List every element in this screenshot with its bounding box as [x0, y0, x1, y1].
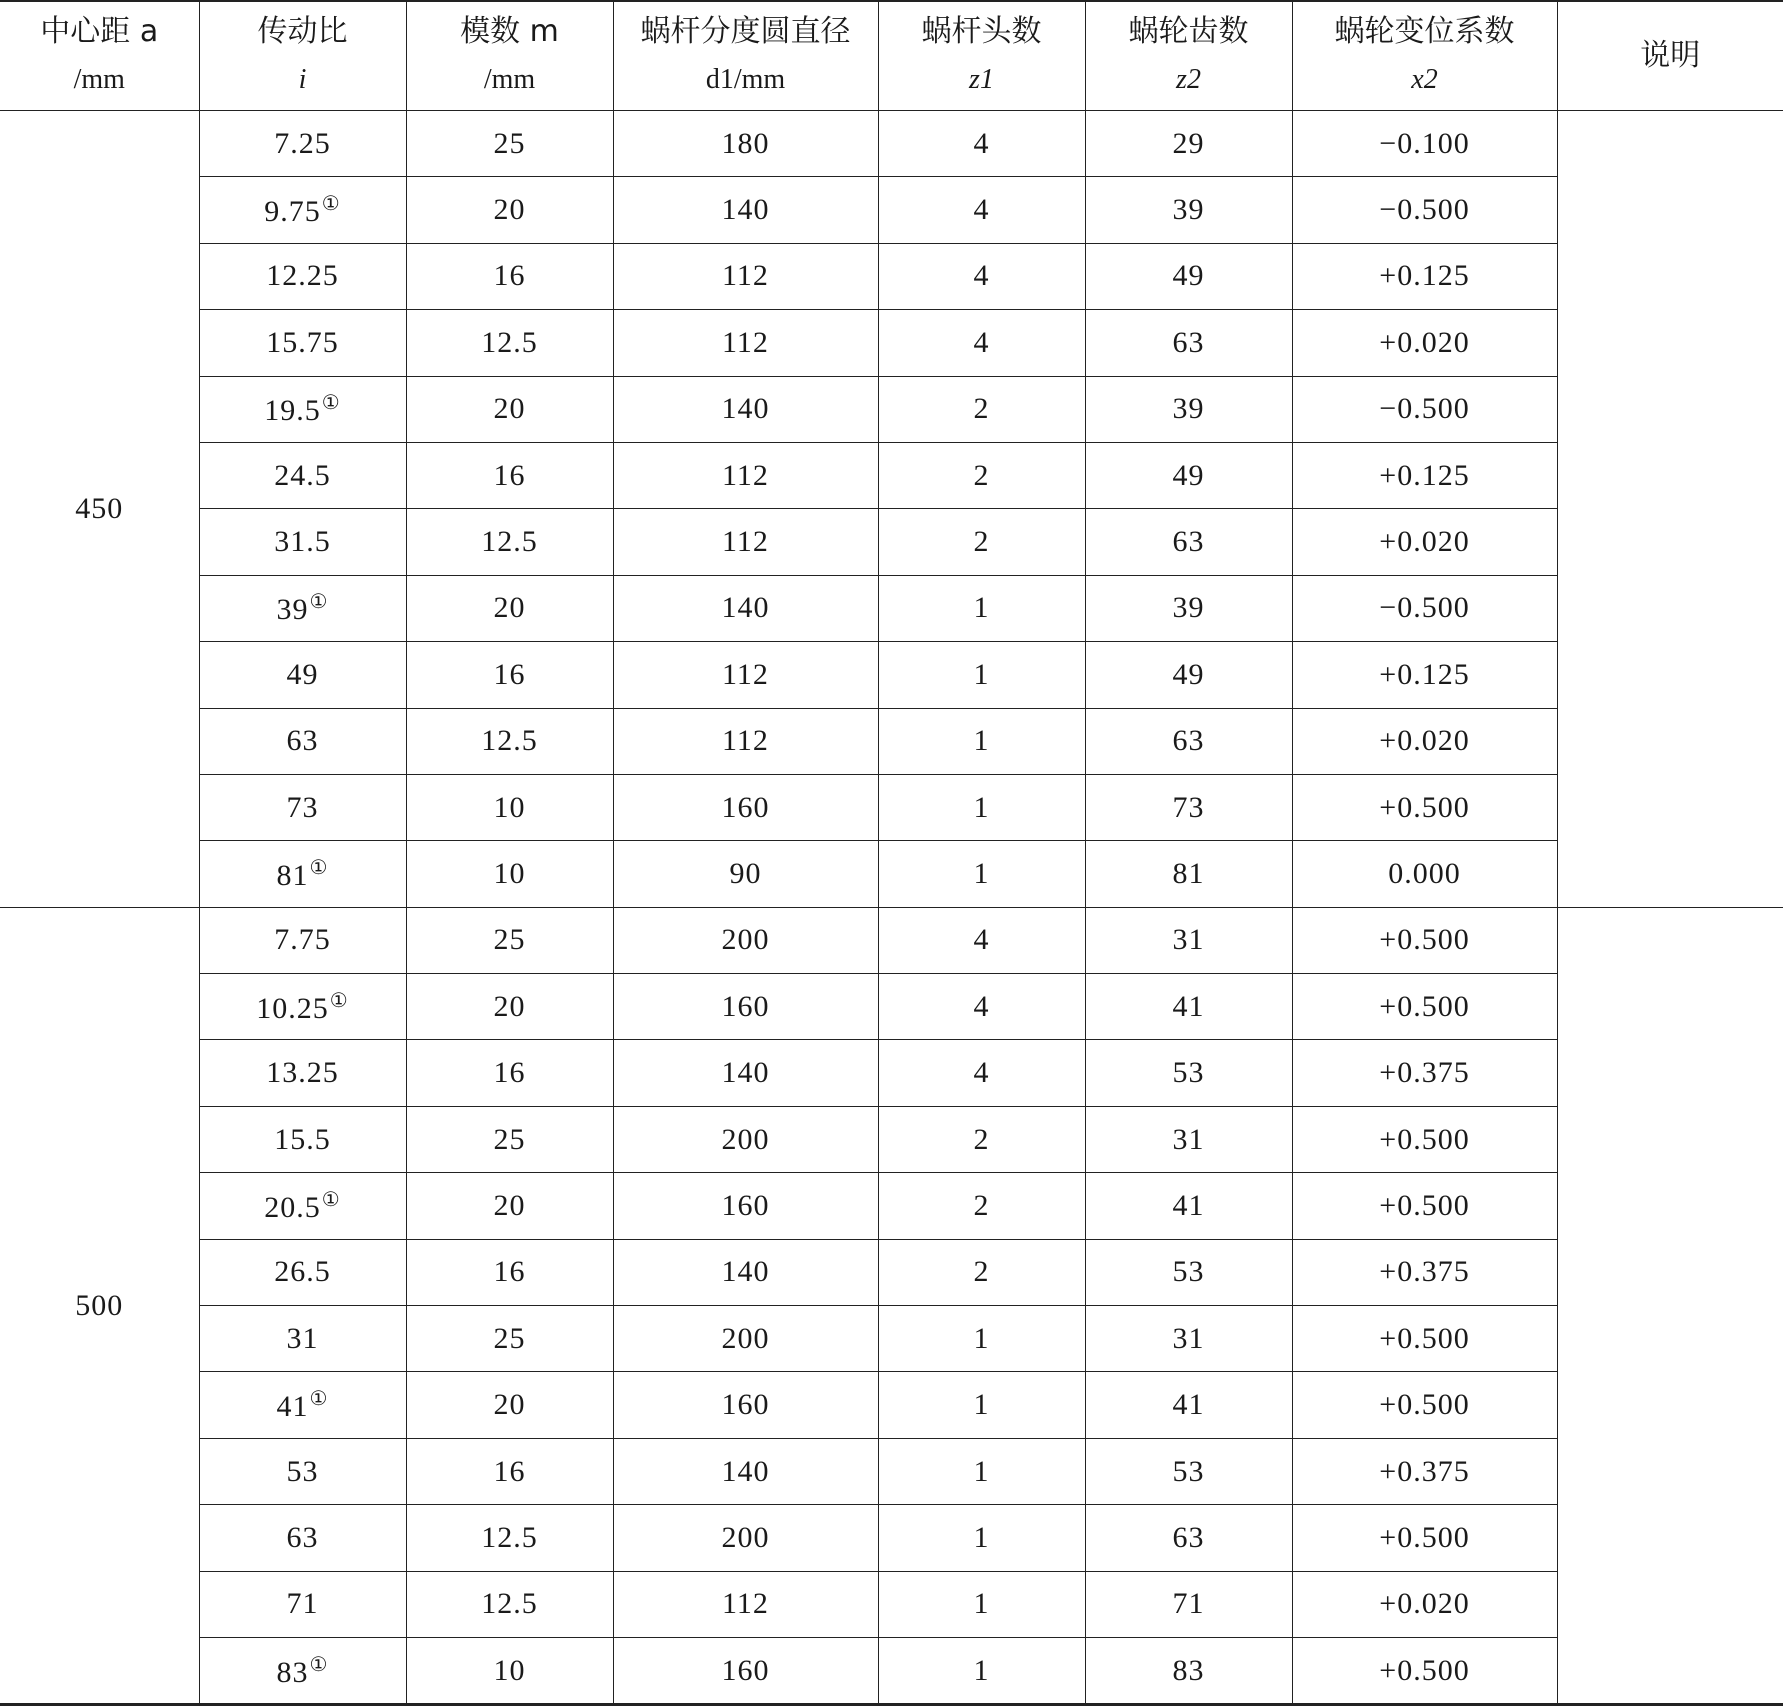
worm-diameter-cell: 140: [613, 177, 878, 243]
module-cell: 20: [406, 376, 613, 442]
module-cell: 16: [406, 1040, 613, 1106]
worm-diameter-cell: 140: [613, 1438, 878, 1504]
ratio-value: 73: [286, 790, 319, 824]
module-cell: 10: [406, 841, 613, 907]
wheel-teeth-cell: 71: [1085, 1571, 1292, 1637]
table-row: [0, 1372, 1783, 1438]
worm-starts-cell: 2: [878, 1106, 1085, 1172]
worm-diameter-cell: 90: [613, 841, 878, 907]
header-worm-diameter: [613, 1, 878, 111]
table-row: [0, 1438, 1783, 1504]
note-cell: [1557, 111, 1783, 908]
table-row: [0, 907, 1783, 973]
wheel-teeth-cell: 29: [1085, 111, 1292, 177]
worm-starts-cell: 1: [878, 1637, 1085, 1704]
worm-diameter-cell: 160: [613, 974, 878, 1040]
worm-diameter-cell: 112: [613, 442, 878, 508]
ratio-cell: [199, 1571, 406, 1637]
header-ratio-symbol: i: [298, 64, 307, 95]
note-cell: [1557, 907, 1783, 1705]
header-profile-shift-symbol: x2: [1411, 64, 1438, 95]
table-row: [0, 376, 1783, 442]
module-cell: 12.5: [406, 708, 613, 774]
module-cell: 20: [406, 177, 613, 243]
profile-shift-cell: −0.100: [1292, 111, 1557, 177]
worm-diameter-cell: 200: [613, 1306, 878, 1372]
table-row: [0, 841, 1783, 907]
wheel-teeth-cell: 63: [1085, 310, 1292, 376]
worm-diameter-cell: 200: [613, 1106, 878, 1172]
table-row: [0, 974, 1783, 1040]
table-row: [0, 1040, 1783, 1106]
wheel-teeth-cell: 83: [1085, 1637, 1292, 1704]
ratio-cell: [199, 442, 406, 508]
header-module-title: 模数 m: [460, 14, 559, 49]
module-cell: 16: [406, 243, 613, 309]
wheel-teeth-cell: 63: [1085, 1505, 1292, 1571]
header-wheel-teeth-title: 蜗轮齿数: [1128, 14, 1249, 49]
worm-starts-cell: 1: [878, 841, 1085, 907]
table-row: [0, 509, 1783, 575]
profile-shift-cell: +0.020: [1292, 708, 1557, 774]
ratio-value: 24.5: [274, 458, 331, 492]
module-cell: 12.5: [406, 1571, 613, 1637]
profile-shift-cell: +0.375: [1292, 1239, 1557, 1305]
wheel-teeth-cell: 41: [1085, 1173, 1292, 1239]
ratio-value: 39: [276, 593, 309, 627]
worm-starts-cell: 1: [878, 1505, 1085, 1571]
profile-shift-cell: +0.500: [1292, 1106, 1557, 1172]
module-cell: 20: [406, 575, 613, 641]
worm-starts-cell: 2: [878, 1239, 1085, 1305]
worm-diameter-cell: 112: [613, 243, 878, 309]
ratio-cell: [199, 1438, 406, 1504]
worm-diameter-cell: 112: [613, 642, 878, 708]
ratio-value: 31.5: [274, 525, 331, 559]
profile-shift-cell: +0.500: [1292, 1637, 1557, 1704]
profile-shift-cell: +0.020: [1292, 509, 1557, 575]
profile-shift-cell: +0.500: [1292, 974, 1557, 1040]
wheel-teeth-cell: 31: [1085, 1106, 1292, 1172]
wheel-teeth-cell: 31: [1085, 1306, 1292, 1372]
header-wheel-teeth-symbol: z2: [1176, 64, 1201, 95]
ratio-cell: [199, 111, 406, 177]
profile-shift-cell: +0.125: [1292, 442, 1557, 508]
module-cell: 20: [406, 974, 613, 1040]
worm-diameter-cell: 140: [613, 1239, 878, 1305]
header-worm-starts: [878, 1, 1085, 111]
table-row: [0, 1637, 1783, 1704]
ratio-value: 41: [276, 1390, 309, 1424]
worm-starts-cell: 1: [878, 1438, 1085, 1504]
header-profile-shift: [1292, 1, 1557, 111]
footnote-mark: ①: [329, 989, 349, 1012]
header-module-unit: /mm: [483, 64, 536, 95]
module-cell: 25: [406, 1306, 613, 1372]
profile-shift-cell: +0.500: [1292, 1173, 1557, 1239]
ratio-cell: [199, 1173, 406, 1239]
table-row: [0, 1505, 1783, 1571]
center-distance-cell: 450: [0, 111, 199, 908]
worm-diameter-cell: 200: [613, 1505, 878, 1571]
profile-shift-cell: +0.020: [1292, 1571, 1557, 1637]
worm-diameter-cell: 140: [613, 575, 878, 641]
worm-starts-cell: 2: [878, 442, 1085, 508]
footnote-mark: ①: [309, 856, 329, 879]
footnote-mark: ①: [321, 1188, 341, 1211]
ratio-value: 15.5: [274, 1122, 331, 1156]
ratio-value: 7.25: [274, 126, 331, 160]
worm-starts-cell: 2: [878, 1173, 1085, 1239]
header-ratio: [199, 1, 406, 111]
worm-diameter-cell: 160: [613, 1637, 878, 1704]
ratio-cell: [199, 1306, 406, 1372]
wheel-teeth-cell: 63: [1085, 509, 1292, 575]
worm-diameter-cell: 112: [613, 1571, 878, 1637]
worm-diameter-cell: 112: [613, 708, 878, 774]
table-row: [0, 642, 1783, 708]
ratio-value: 81: [276, 858, 309, 892]
ratio-cell: [199, 974, 406, 1040]
header-ratio-title: 传动比: [257, 14, 348, 49]
table-row: [0, 1106, 1783, 1172]
ratio-cell: [199, 177, 406, 243]
ratio-cell: [199, 509, 406, 575]
ratio-cell: [199, 376, 406, 442]
ratio-value: 10.25: [256, 991, 329, 1025]
module-cell: 16: [406, 642, 613, 708]
wheel-teeth-cell: 39: [1085, 376, 1292, 442]
header-profile-shift-title: 蜗轮变位系数: [1334, 14, 1515, 49]
table-row: [0, 442, 1783, 508]
profile-shift-cell: −0.500: [1292, 177, 1557, 243]
profile-shift-cell: +0.500: [1292, 774, 1557, 840]
header-center-distance: [0, 1, 199, 111]
ratio-value: 26.5: [274, 1255, 331, 1289]
ratio-cell: [199, 1505, 406, 1571]
ratio-value: 12.25: [266, 259, 339, 293]
ratio-cell: [199, 1239, 406, 1305]
ratio-value: 20.5: [264, 1190, 321, 1224]
worm-diameter-cell: 112: [613, 310, 878, 376]
worm-diameter-cell: 160: [613, 1372, 878, 1438]
header-worm-diameter-symbol: d1/mm: [705, 64, 786, 95]
ratio-cell: [199, 708, 406, 774]
header-center-distance-title: 中心距 a: [40, 14, 159, 49]
table-row: [0, 177, 1783, 243]
ratio-value: 9.75: [264, 195, 321, 229]
profile-shift-cell: −0.500: [1292, 575, 1557, 641]
ratio-value: 49: [286, 657, 319, 691]
table-row: [0, 1173, 1783, 1239]
wheel-teeth-cell: 73: [1085, 774, 1292, 840]
worm-diameter-cell: 112: [613, 509, 878, 575]
ratio-cell: [199, 841, 406, 907]
wheel-teeth-cell: 53: [1085, 1040, 1292, 1106]
worm-starts-cell: 4: [878, 111, 1085, 177]
wheel-teeth-cell: 41: [1085, 974, 1292, 1040]
worm-starts-cell: 1: [878, 774, 1085, 840]
table-body: [0, 111, 1783, 1705]
profile-shift-cell: +0.125: [1292, 243, 1557, 309]
wheel-teeth-cell: 39: [1085, 177, 1292, 243]
ratio-cell: [199, 1637, 406, 1704]
header-worm-starts-title: 蜗杆头数: [921, 14, 1042, 49]
table-row: [0, 1239, 1783, 1305]
module-cell: 16: [406, 442, 613, 508]
ratio-value: 19.5: [264, 394, 321, 428]
worm-starts-cell: 4: [878, 1040, 1085, 1106]
table-row: [0, 1306, 1783, 1372]
worm-starts-cell: 4: [878, 177, 1085, 243]
table-row: [0, 243, 1783, 309]
header-row: [0, 1, 1783, 111]
footnote-mark: ①: [321, 193, 341, 216]
worm-starts-cell: 4: [878, 243, 1085, 309]
table-row: [0, 310, 1783, 376]
worm-starts-cell: 2: [878, 509, 1085, 575]
header-module: [406, 1, 613, 111]
module-cell: 12.5: [406, 509, 613, 575]
wheel-teeth-cell: 31: [1085, 907, 1292, 973]
footnote-mark: ①: [309, 591, 329, 614]
wheel-teeth-cell: 53: [1085, 1438, 1292, 1504]
module-cell: 25: [406, 1106, 613, 1172]
profile-shift-cell: +0.375: [1292, 1040, 1557, 1106]
profile-shift-cell: +0.375: [1292, 1438, 1557, 1504]
header-note: 说明: [1557, 1, 1783, 111]
wheel-teeth-cell: 41: [1085, 1372, 1292, 1438]
profile-shift-cell: +0.020: [1292, 310, 1557, 376]
ratio-value: 15.75: [266, 325, 339, 359]
module-cell: 16: [406, 1438, 613, 1504]
ratio-cell: [199, 642, 406, 708]
profile-shift-cell: +0.500: [1292, 907, 1557, 973]
ratio-value: 53: [286, 1454, 319, 1488]
table-row: [0, 111, 1783, 177]
module-cell: 20: [406, 1372, 613, 1438]
header-worm-diameter-title: 蜗杆分度圆直径: [640, 14, 851, 49]
module-cell: 20: [406, 1173, 613, 1239]
worm-starts-cell: 1: [878, 708, 1085, 774]
module-cell: 12.5: [406, 1505, 613, 1571]
module-cell: 25: [406, 111, 613, 177]
footnote-mark: ①: [321, 392, 341, 415]
worm-diameter-cell: 160: [613, 1173, 878, 1239]
ratio-cell: [199, 243, 406, 309]
profile-shift-cell: −0.500: [1292, 376, 1557, 442]
footnote-mark: ①: [309, 1388, 329, 1411]
module-cell: 12.5: [406, 310, 613, 376]
wheel-teeth-cell: 81: [1085, 841, 1292, 907]
wheel-teeth-cell: 49: [1085, 243, 1292, 309]
worm-diameter-cell: 140: [613, 376, 878, 442]
wheel-teeth-cell: 49: [1085, 642, 1292, 708]
profile-shift-cell: +0.500: [1292, 1505, 1557, 1571]
module-cell: 16: [406, 1239, 613, 1305]
ratio-cell: [199, 575, 406, 641]
profile-shift-cell: +0.125: [1292, 642, 1557, 708]
header-center-distance-unit: /mm: [73, 64, 125, 95]
ratio-value: 71: [286, 1587, 319, 1621]
center-distance-cell: 500: [0, 907, 199, 1705]
ratio-cell: [199, 1372, 406, 1438]
ratio-cell: [199, 310, 406, 376]
profile-shift-cell: +0.500: [1292, 1306, 1557, 1372]
wheel-teeth-cell: 53: [1085, 1239, 1292, 1305]
module-cell: 10: [406, 774, 613, 840]
ratio-value: 31: [286, 1321, 319, 1355]
worm-starts-cell: 1: [878, 1571, 1085, 1637]
table-row: [0, 575, 1783, 641]
table-row: [0, 708, 1783, 774]
ratio-value: 13.25: [266, 1056, 339, 1090]
ratio-value: 63: [286, 724, 319, 758]
worm-starts-cell: 1: [878, 1306, 1085, 1372]
worm-diameter-cell: 140: [613, 1040, 878, 1106]
ratio-value: 83: [276, 1655, 309, 1689]
worm-starts-cell: 1: [878, 575, 1085, 641]
ratio-cell: [199, 1106, 406, 1172]
module-cell: 10: [406, 1637, 613, 1704]
wheel-teeth-cell: 39: [1085, 575, 1292, 641]
table-row: [0, 774, 1783, 840]
ratio-cell: [199, 774, 406, 840]
ratio-value: 7.75: [274, 923, 331, 957]
ratio-value: 63: [286, 1520, 319, 1554]
worm-diameter-cell: 200: [613, 907, 878, 973]
table-row: [0, 1571, 1783, 1637]
profile-shift-cell: 0.000: [1292, 841, 1557, 907]
footnote-mark: ①: [309, 1653, 329, 1676]
worm-starts-cell: 4: [878, 974, 1085, 1040]
worm-starts-cell: 4: [878, 907, 1085, 973]
worm-starts-cell: 2: [878, 376, 1085, 442]
worm-diameter-cell: 160: [613, 774, 878, 840]
header-wheel-teeth: [1085, 1, 1292, 111]
profile-shift-cell: +0.500: [1292, 1372, 1557, 1438]
worm-starts-cell: 1: [878, 1372, 1085, 1438]
ratio-cell: [199, 1040, 406, 1106]
ratio-cell: [199, 907, 406, 973]
module-cell: 25: [406, 907, 613, 973]
worm-starts-cell: 1: [878, 642, 1085, 708]
worm-diameter-cell: 180: [613, 111, 878, 177]
worm-starts-cell: 4: [878, 310, 1085, 376]
wheel-teeth-cell: 63: [1085, 708, 1292, 774]
wheel-teeth-cell: 49: [1085, 442, 1292, 508]
header-worm-starts-symbol: z1: [969, 64, 994, 95]
